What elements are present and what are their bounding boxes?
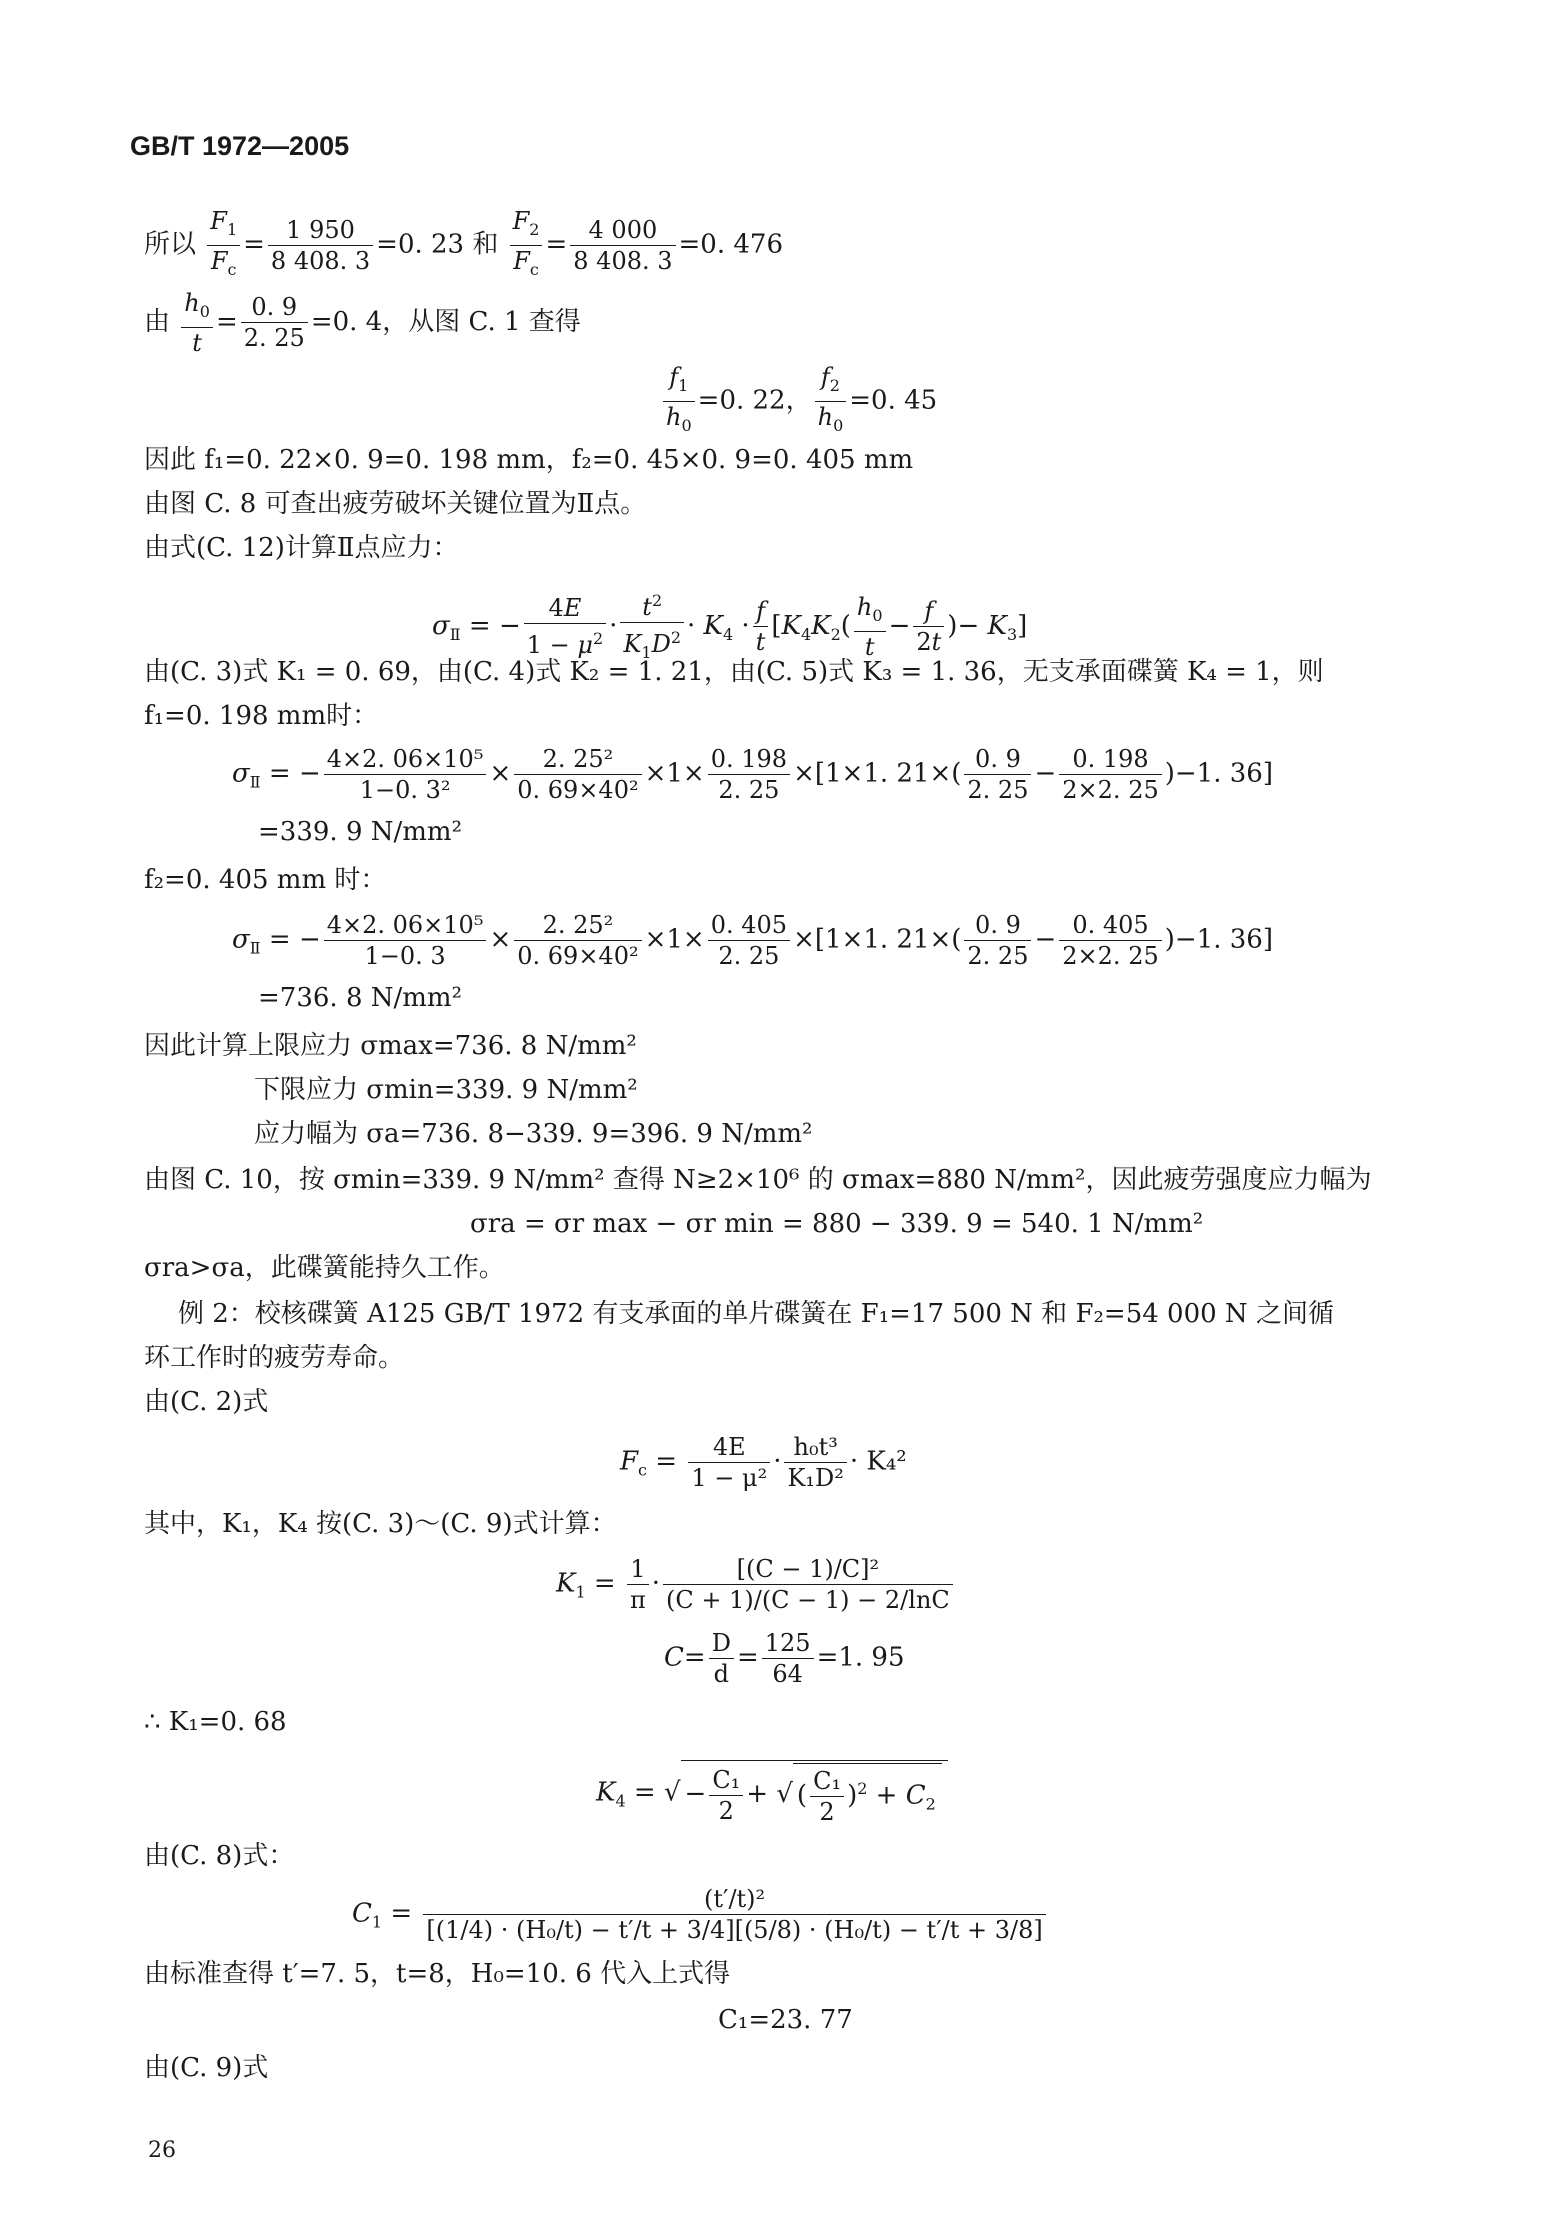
fc-formula: $F_c$ = $\frac{4E}{\text{1 − μ²}}$ · $\frac{\text{h₀t³}}{\text{K₁D²}}$ · K₄² — [620, 1433, 907, 1492]
text-line: 由标准查得 t′=7. 5，t=8，H₀=10. 6 代入上式得 — [144, 1959, 731, 1989]
standard-code: GB/T 1972—2005 — [130, 131, 350, 161]
c-formula: C= $\frac{D}{d}$ = $\frac{125}{64}$ =1. 95 — [664, 1629, 905, 1688]
text-line: 由式(C. 12)计算Ⅱ点应力： — [144, 533, 459, 563]
text-line: 因此计算上限应力 σmax=736. 8 N/mm² — [144, 1031, 637, 1061]
k1-formula: $K_1$ = $\frac{1}{\pi}$ · $\frac{\text{[(C − 1)/C]²}}{(C + 1)/(C - 1) - 2/\ln C}$ — [556, 1554, 956, 1615]
text-line: 因此 f₁=0. 22×0. 9=0. 198 mm，f₂=0. 45×0. 9=0. 405 mm — [144, 445, 914, 475]
text-line: f₂=0. 405 mm 时： — [144, 865, 387, 895]
result-1: =339. 9 N/mm² — [258, 817, 462, 847]
text-line: 由(C. 9)式 — [144, 2053, 269, 2083]
page-number: 26 — [148, 2138, 176, 2163]
text-line: 环工作时的疲劳寿命。 — [144, 1343, 405, 1373]
ratio-line: 所以 $\frac{F_1}{F_c}$ = $\frac{1 950}{8 408. 3}$ =0. 23 和 $\frac{F_2}{F_c}$ = $\frac{4 000}{8 408. 3}$ =0. 476 — [144, 207, 783, 279]
text-line: 应力幅为 σa=736. 8−339. 9=396. 9 N/mm² — [254, 1119, 813, 1149]
c1-formula: $C_1$ = $\frac{\text{(t′/t)²}}{\text{[(1/4) · (H₀/t) − t′/t + 3/4][(5/8) · (H₀/t) − t′/t + 3/8]}}$ — [352, 1884, 1049, 1945]
text-line: 由(C. 3)式 K₁ = 0. 69，由(C. 4)式 K₂ = 1. 21，由(C. 5)式 K₃ = 1. 36，无支承面碟簧 K₄ = 1，则 — [144, 657, 1324, 687]
text-line: f₁=0. 198 mm时： — [144, 701, 379, 731]
text-line: σra = σr max − σr min = 880 − 339. 9 = 540. 1 N/mm² — [470, 1209, 1204, 1239]
text-line: 其中，K₁，K₄ 按(C. 3)～(C. 9)式计算： — [144, 1509, 617, 1539]
text-line: ∴ K₁=0. 68 — [144, 1707, 287, 1737]
result-2: =736. 8 N/mm² — [258, 983, 462, 1013]
text-line: 由(C. 8)式： — [144, 1841, 295, 1871]
text-line: 下限应力 σmin=339. 9 N/mm² — [254, 1075, 638, 1105]
h0-ratio-line: 由 $\frac{h_0}{t}$ = $\frac{0. 9}{2. 25}$ =0. 4，从图 C. 1 查得 — [144, 289, 581, 357]
text-line: 由图 C. 10，按 σmin=339. 9 N/mm² 查得 N≥2×10⁶ 的 σmax=880 N/mm²，因此疲劳强度应力幅为 — [144, 1165, 1372, 1195]
text-line: 由图 C. 8 可查出疲劳破坏关键位置为Ⅱ点。 — [144, 489, 647, 519]
calc-1: $\sigma_Ⅱ$ = − $\frac{\text{4×2. 06×10⁵}}{\text{1−0. 3²}}$ × $\frac{\text{2. 25²}}{\text{0. 69×40²}}$ ×1× $\frac{0. 198}{2. 25}$ ×[1×1. 21×( $\frac{0. 9}{2. 25}$ − $\frac{0. 198}{2\times 2. 25}$ )−1. 36] — [232, 745, 1273, 804]
text-line: C₁=23. 77 — [718, 2005, 853, 2035]
text-line: 例 2：校核碟簧 A125 GB/T 1972 有支承面的单片碟簧在 F₁=17 500 N 和 F₂=54 000 N 之间循 — [178, 1299, 1334, 1329]
stress-formula: $\sigma_Ⅱ$ = − $\frac{4E}{1 - \mu^2}$ · $\frac{t^2}{K_1D^2}$ · $K_4$ · $\frac{f}{t}$ [$K_4K_2$( $\frac{h_0}{t}$ − $\frac{f}{2t}$ )− $K_3$] — [432, 586, 1027, 668]
f-ratio-line: $\frac{f_1}{h_0}$ =0. 22， $\frac{f_2}{h_0}$ =0. 45 — [660, 362, 937, 441]
text-line: σra>σa，此碟簧能持久工作。 — [144, 1253, 505, 1283]
k4-formula: $K_4$ = √ − $\frac{\text{C₁}}{2}$ + √ ( $\frac{\text{C₁}}{2}$ )$^2 + C_2$ — [596, 1760, 948, 1827]
calc-2: $\sigma_Ⅱ$ = − $\frac{\text{4×2. 06×10⁵}}{1-0. 3}$ × $\frac{\text{2. 25²}}{\text{0. 69×40²}}$ ×1× $\frac{0. 405}{2. 25}$ ×[1×1. 21×( $\frac{0. 9}{2. 25}$ − $\frac{0. 405}{2\times 2. 25}$ )−1. 36] — [232, 911, 1273, 970]
text-line: 由(C. 2)式 — [144, 1387, 269, 1417]
